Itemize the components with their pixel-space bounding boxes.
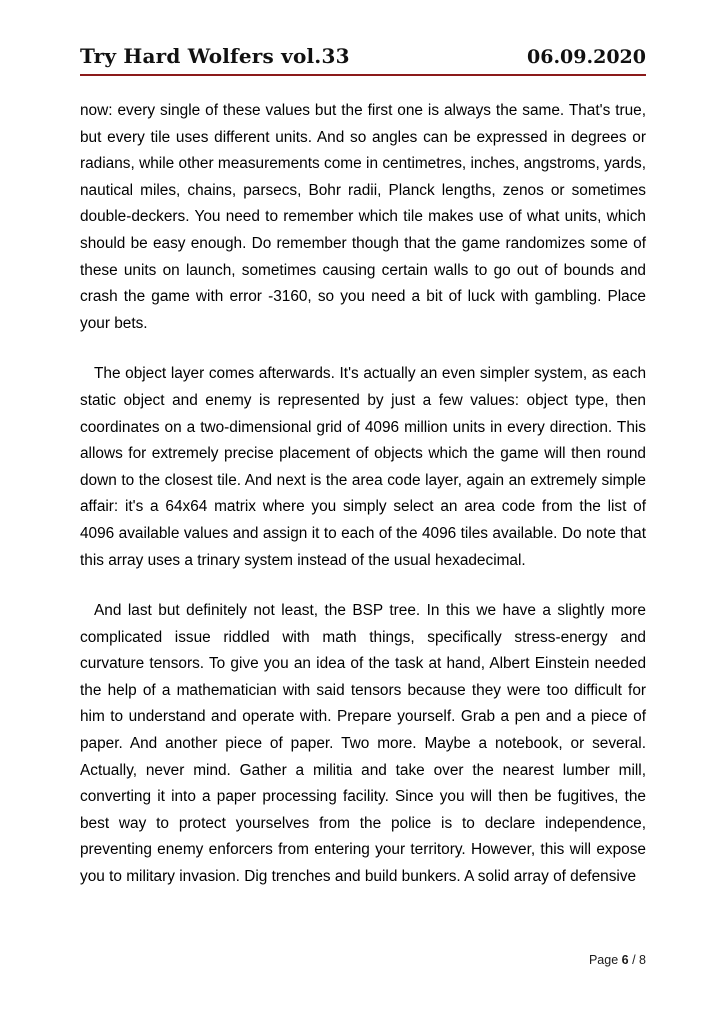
page-header <box>80 44 646 76</box>
publication-title: Try Hard Wolfers vol.33 <box>80 44 350 68</box>
footer-label: Page <box>588 953 619 967</box>
body-paragraph: And last but definitely not least, the BSP tree. In this we have a slightly more complicated issue riddled with math things, specifically stress-energy and curvature tensors. To give you an idea of the task at hand, Albert Einstein needed the help of a mathematician with said tensors because they were too difficult for him to understand and operate with. Prepare yourself. Grab a pen and a piece of paper. And another piece of paper. Two more. Maybe a notebook, or several. Actually, never mind. Gather a militia and take over the nearest lumber mill, converting it into a paper processing facility. Since you will then be fugitives, the best way to protect yourselves from the police is to declare independence, preventing enemy enforcers from entering your territory. However, this will expose you to military invasion. Dig trenches and build bunkers. A solid array of defensive <box>80 602 646 886</box>
footer-total-pages: 8 <box>639 953 646 967</box>
body-paragraph: now: every single of these values but the first one is always the same. That's true, but every tile uses different units. And so angles can be expressed in degrees or radians, while other measurements come in centimetres, inches, angstroms, yards, nautical miles, chains, parsecs, Bohr radii, Planck lengths, zenos or sometimes double-deckers. You need to remember which tile makes use of what units, which should be easy enough. Do remember though that the game randomizes some of these units on launch, sometimes causing certain walls to go out of bounds and crash the game with error -3160, so you need a bit of luck with gambling. Place your bets. <box>80 102 646 332</box>
footer-current-page: 6 <box>621 953 629 967</box>
publication-date: 06.09.2020 <box>527 46 646 68</box>
body-paragraph: The object layer comes afterwards. It's actually an even simpler system, as each static object and enemy is represented by just a few values: object type, then coordinates on a two-dimensional grid of 4096 million units in every direction. This allows for extremely precise placement of objects which the game will then round down to the closest tile. And next is the area code layer, again an extremely simple affair: it's a 64x64 matrix where you simply select an area code from the list of 4096 available values and assign it to each of the 4096 tiles available. Do note that this array uses a trinary system instead of the usual hexadecimal. <box>80 365 646 569</box>
document-body <box>80 98 646 891</box>
page-footer <box>80 953 646 967</box>
footer-separator: / <box>632 953 636 967</box>
